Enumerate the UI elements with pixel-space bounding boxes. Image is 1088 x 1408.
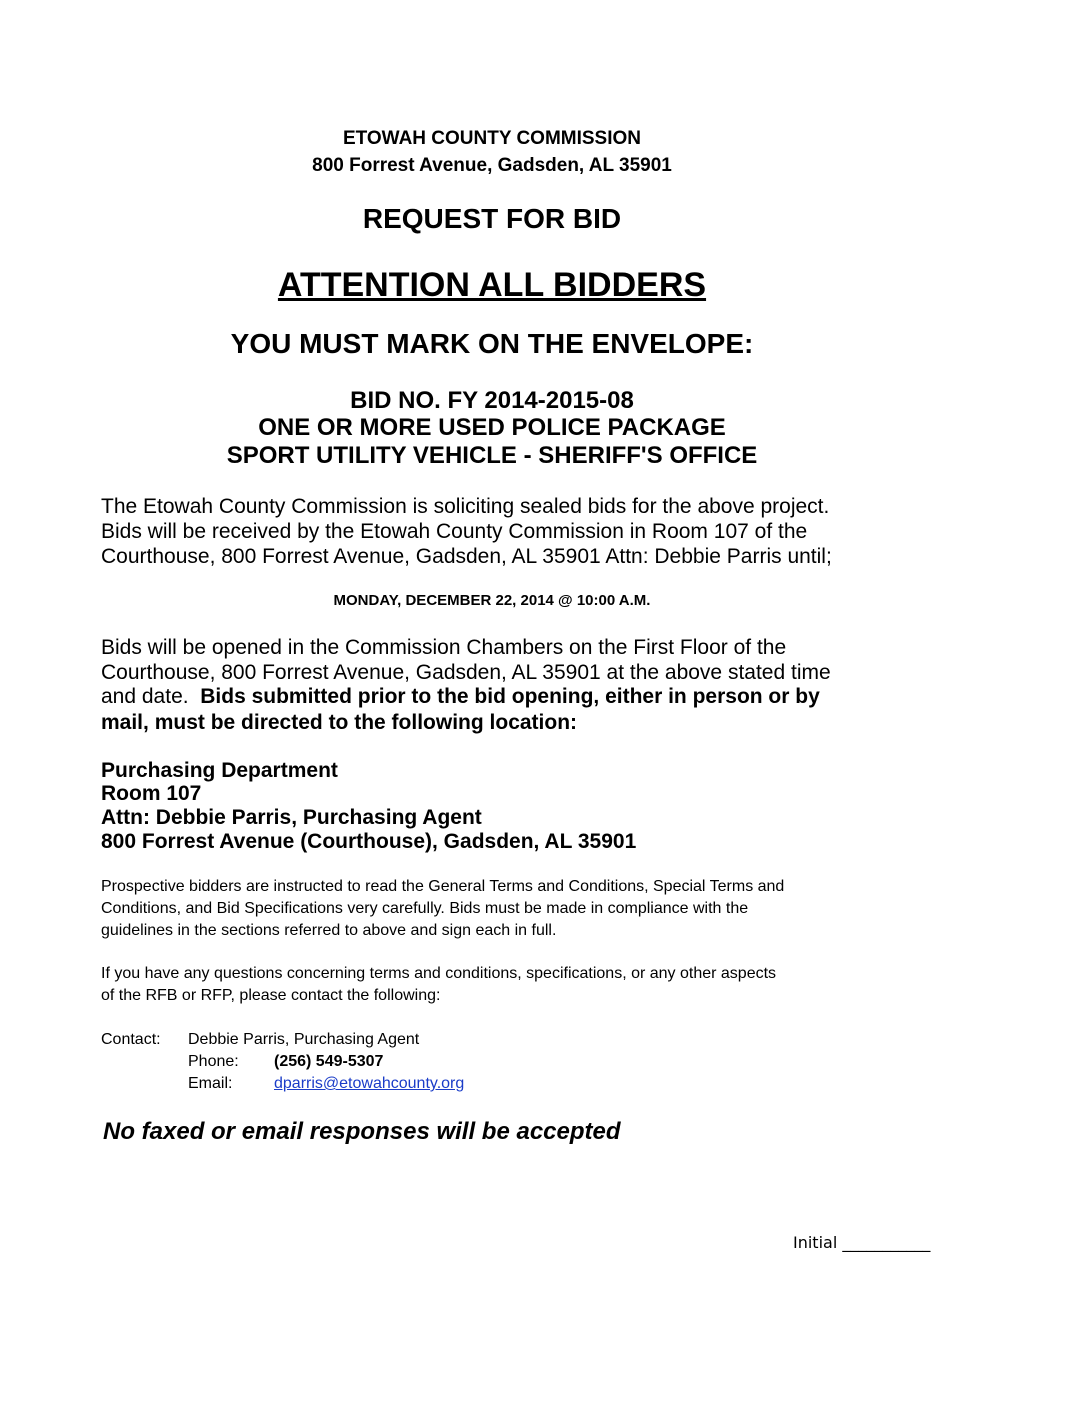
phone-label: Phone: <box>188 1053 239 1070</box>
attention-heading: ATTENTION ALL BIDDERS <box>277 266 707 304</box>
opening-line3-plain: and date. <box>101 685 201 708</box>
questions-line1: If you have any questions concerning terms and conditions, specifications, or any other aspects <box>101 965 777 982</box>
opening-line2: Courthouse, 800 Forrest Avenue, Gadsden, AL 35901 at the above stated time <box>101 661 831 684</box>
questions-line2: of the RFB or RFP, please contact the following: <box>101 987 441 1004</box>
organization-address: 800 Forrest Avenue, Gadsden, AL 35901 <box>312 155 672 176</box>
no-fax-notice: No faxed or email responses will be accepted <box>103 1118 621 1145</box>
bid-description-line1: ONE OR MORE USED POLICE PACKAGE <box>258 414 726 441</box>
delivery-address-line4: 800 Forrest Avenue (Courthouse), Gadsden, AL 35901 <box>101 830 637 853</box>
delivery-address-line3: Attn: Debbie Parris, Purchasing Agent <box>101 806 482 829</box>
contact-label: Contact: <box>101 1031 161 1048</box>
opening-line1: Bids will be opened in the Commission Chambers on the First Floor of the <box>101 636 787 659</box>
envelope-notice: YOU MUST MARK ON THE ENVELOPE: <box>230 328 754 359</box>
email-label: Email: <box>188 1075 233 1092</box>
bid-number: BID NO. FY 2014-2015-08 <box>350 387 634 414</box>
delivery-address-line1: Purchasing Department <box>101 759 338 782</box>
intro-line1: The Etowah County Commission is soliciting sealed bids for the above project. <box>101 495 830 518</box>
phone-number: (256) 549-5307 <box>274 1053 384 1070</box>
intro-line2: Bids will be received by the Etowah County Commission in Room 107 of the <box>101 520 808 543</box>
opening-line3 <box>101 685 820 709</box>
request-for-bid-title: REQUEST FOR BID <box>362 203 622 234</box>
intro-line3: Courthouse, 800 Forrest Avenue, Gadsden, AL 35901 Attn: Debbie Parris until; <box>101 545 832 568</box>
opening-line3-bold: Bids submitted prior to the bid opening, either in person or by <box>200 685 820 708</box>
instructions-line1: Prospective bidders are instructed to read the General Terms and Conditions, Special Terms and <box>101 878 785 895</box>
delivery-address-line2: Room 107 <box>101 782 202 805</box>
contact-name: Debbie Parris, Purchasing Agent <box>188 1031 420 1048</box>
bid-description-line2: SPORT UTILITY VEHICLE - SHERIFF'S OFFICE <box>226 442 758 469</box>
email-link[interactable]: dparris@etowahcounty.org <box>274 1075 465 1092</box>
initial-line: Initial ___________ <box>793 1233 931 1252</box>
instructions-line2: Conditions, and Bid Specifications very carefully. Bids must be made in compliance with the <box>101 900 749 917</box>
opening-line4: mail, must be directed to the following location: <box>101 711 578 734</box>
organization-name: ETOWAH COUNTY COMMISSION <box>342 128 642 149</box>
bid-deadline: MONDAY, DECEMBER 22, 2014 @ 10:00 A.M. <box>333 592 651 609</box>
instructions-line3: guidelines in the sections referred to above and sign each in full. <box>101 922 557 939</box>
